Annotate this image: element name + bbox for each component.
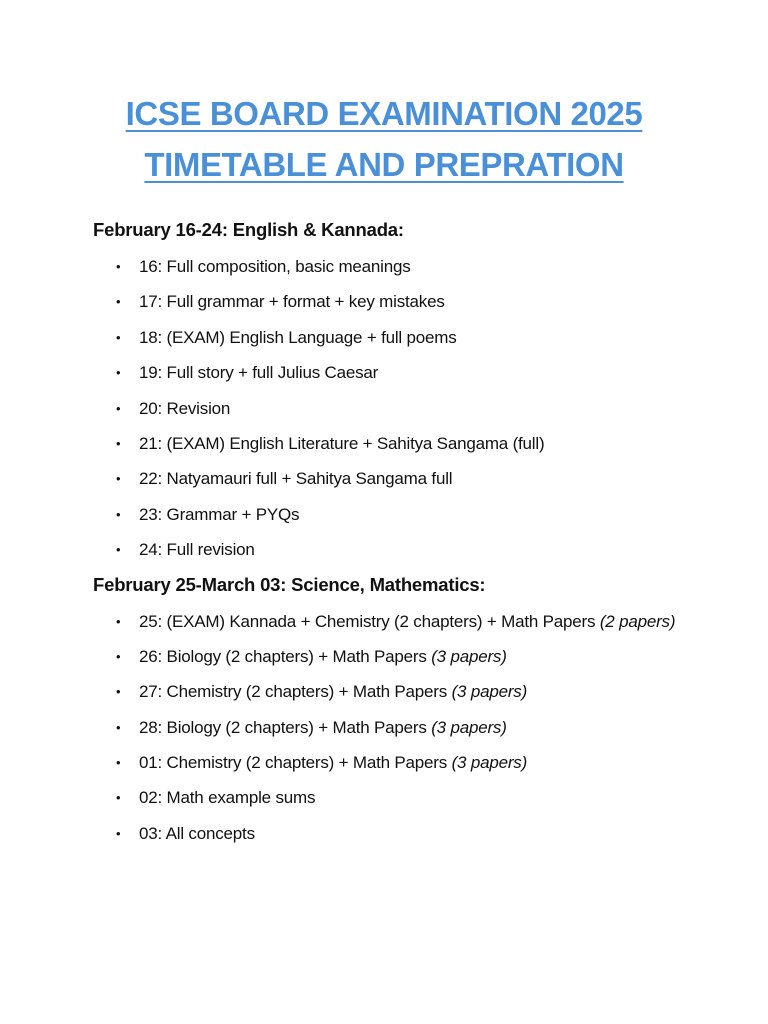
bullet-icon: • [116,506,121,522]
section-heading-science-math: February 25-March 03: Science, Mathematics: [93,573,486,595]
document-title [93,0,675,190]
list-item-text: 17: Full grammar + format + key mistakes [139,292,445,312]
title-line-1: ICSE BOARD EXAMINATION 2025 [125,95,643,132]
list-item [93,289,679,314]
list-item [93,715,679,740]
bullet-icon: • [116,648,121,664]
list-item-text: 16: Full composition, basic meanings [139,257,411,276]
bullet-icon: • [116,259,121,274]
list-item-text: 24: Full revision [139,540,255,560]
list-item-text: 03: All concepts [139,823,255,843]
list-item [93,644,679,669]
list-item [93,537,679,562]
bullet-icon: • [116,435,121,451]
list-item-note: (3 papers) [451,682,528,702]
list-item [93,609,679,634]
list-item [93,466,679,491]
bullet-icon: • [116,365,121,381]
list-item-text: 25: (EXAM) Kannada + Chemistry (2 chapters) + Math Papers [139,611,600,631]
bullet-icon: • [116,684,121,700]
bullet-icon: • [116,471,121,487]
list-item [93,254,679,279]
list-item-note: (3 papers) [451,753,528,773]
bullet-icon: • [116,755,121,771]
section-heading-english-kannada: February 16-24: English & Kannada: [93,219,404,240]
list-item-text: 22: Natyamauri full + Sahitya Sangama full [139,469,453,489]
list-item-note: (3 papers) [431,646,507,666]
list-item [93,396,679,421]
list-item [93,360,679,385]
list-item-text: 26: Biology (2 chapters) + Math Papers [139,646,432,666]
list-item [93,785,679,810]
list-item [93,750,679,775]
list-item-text: 27: Chemistry (2 chapters) + Math Papers [139,682,452,702]
list-item-text: 19: Full story + full Julius Caesar [139,363,379,383]
bullet-icon: • [116,542,121,558]
list-item [93,325,679,350]
bullet-icon: • [116,613,121,629]
list-item [93,431,679,456]
list-item-text: 18: (EXAM) English Language + full poems [139,327,457,347]
bullet-icon: • [116,294,121,310]
list-item-text: 23: Grammar + PYQs [139,504,300,524]
bullet-icon: • [116,825,121,841]
list-item-text: 28: Biology (2 chapters) + Math Papers [139,717,432,737]
list-item-text: 01: Chemistry (2 chapters) + Math Papers [139,753,452,773]
list-item-text: 21: (EXAM) English Literature + Sahitya Sangama (full) [139,433,545,453]
bullet-icon: • [116,329,121,345]
bullet-icon: • [116,400,121,416]
bullet-icon: • [116,719,121,735]
list-item-note: (3 papers) [431,717,507,737]
bullet-icon: • [116,790,121,806]
schedule-list-science-math [93,609,768,846]
list-item-text: 20: Revision [139,398,231,418]
list-item-text: 02: Math example sums [139,788,316,808]
list-item [93,821,679,846]
list-item [93,502,679,527]
title-line-2: TIMETABLE AND PREPRATION [144,146,624,183]
list-item [93,679,679,704]
schedule-list-english-kannada [93,254,768,562]
list-item-note: (2 papers) [599,611,676,631]
